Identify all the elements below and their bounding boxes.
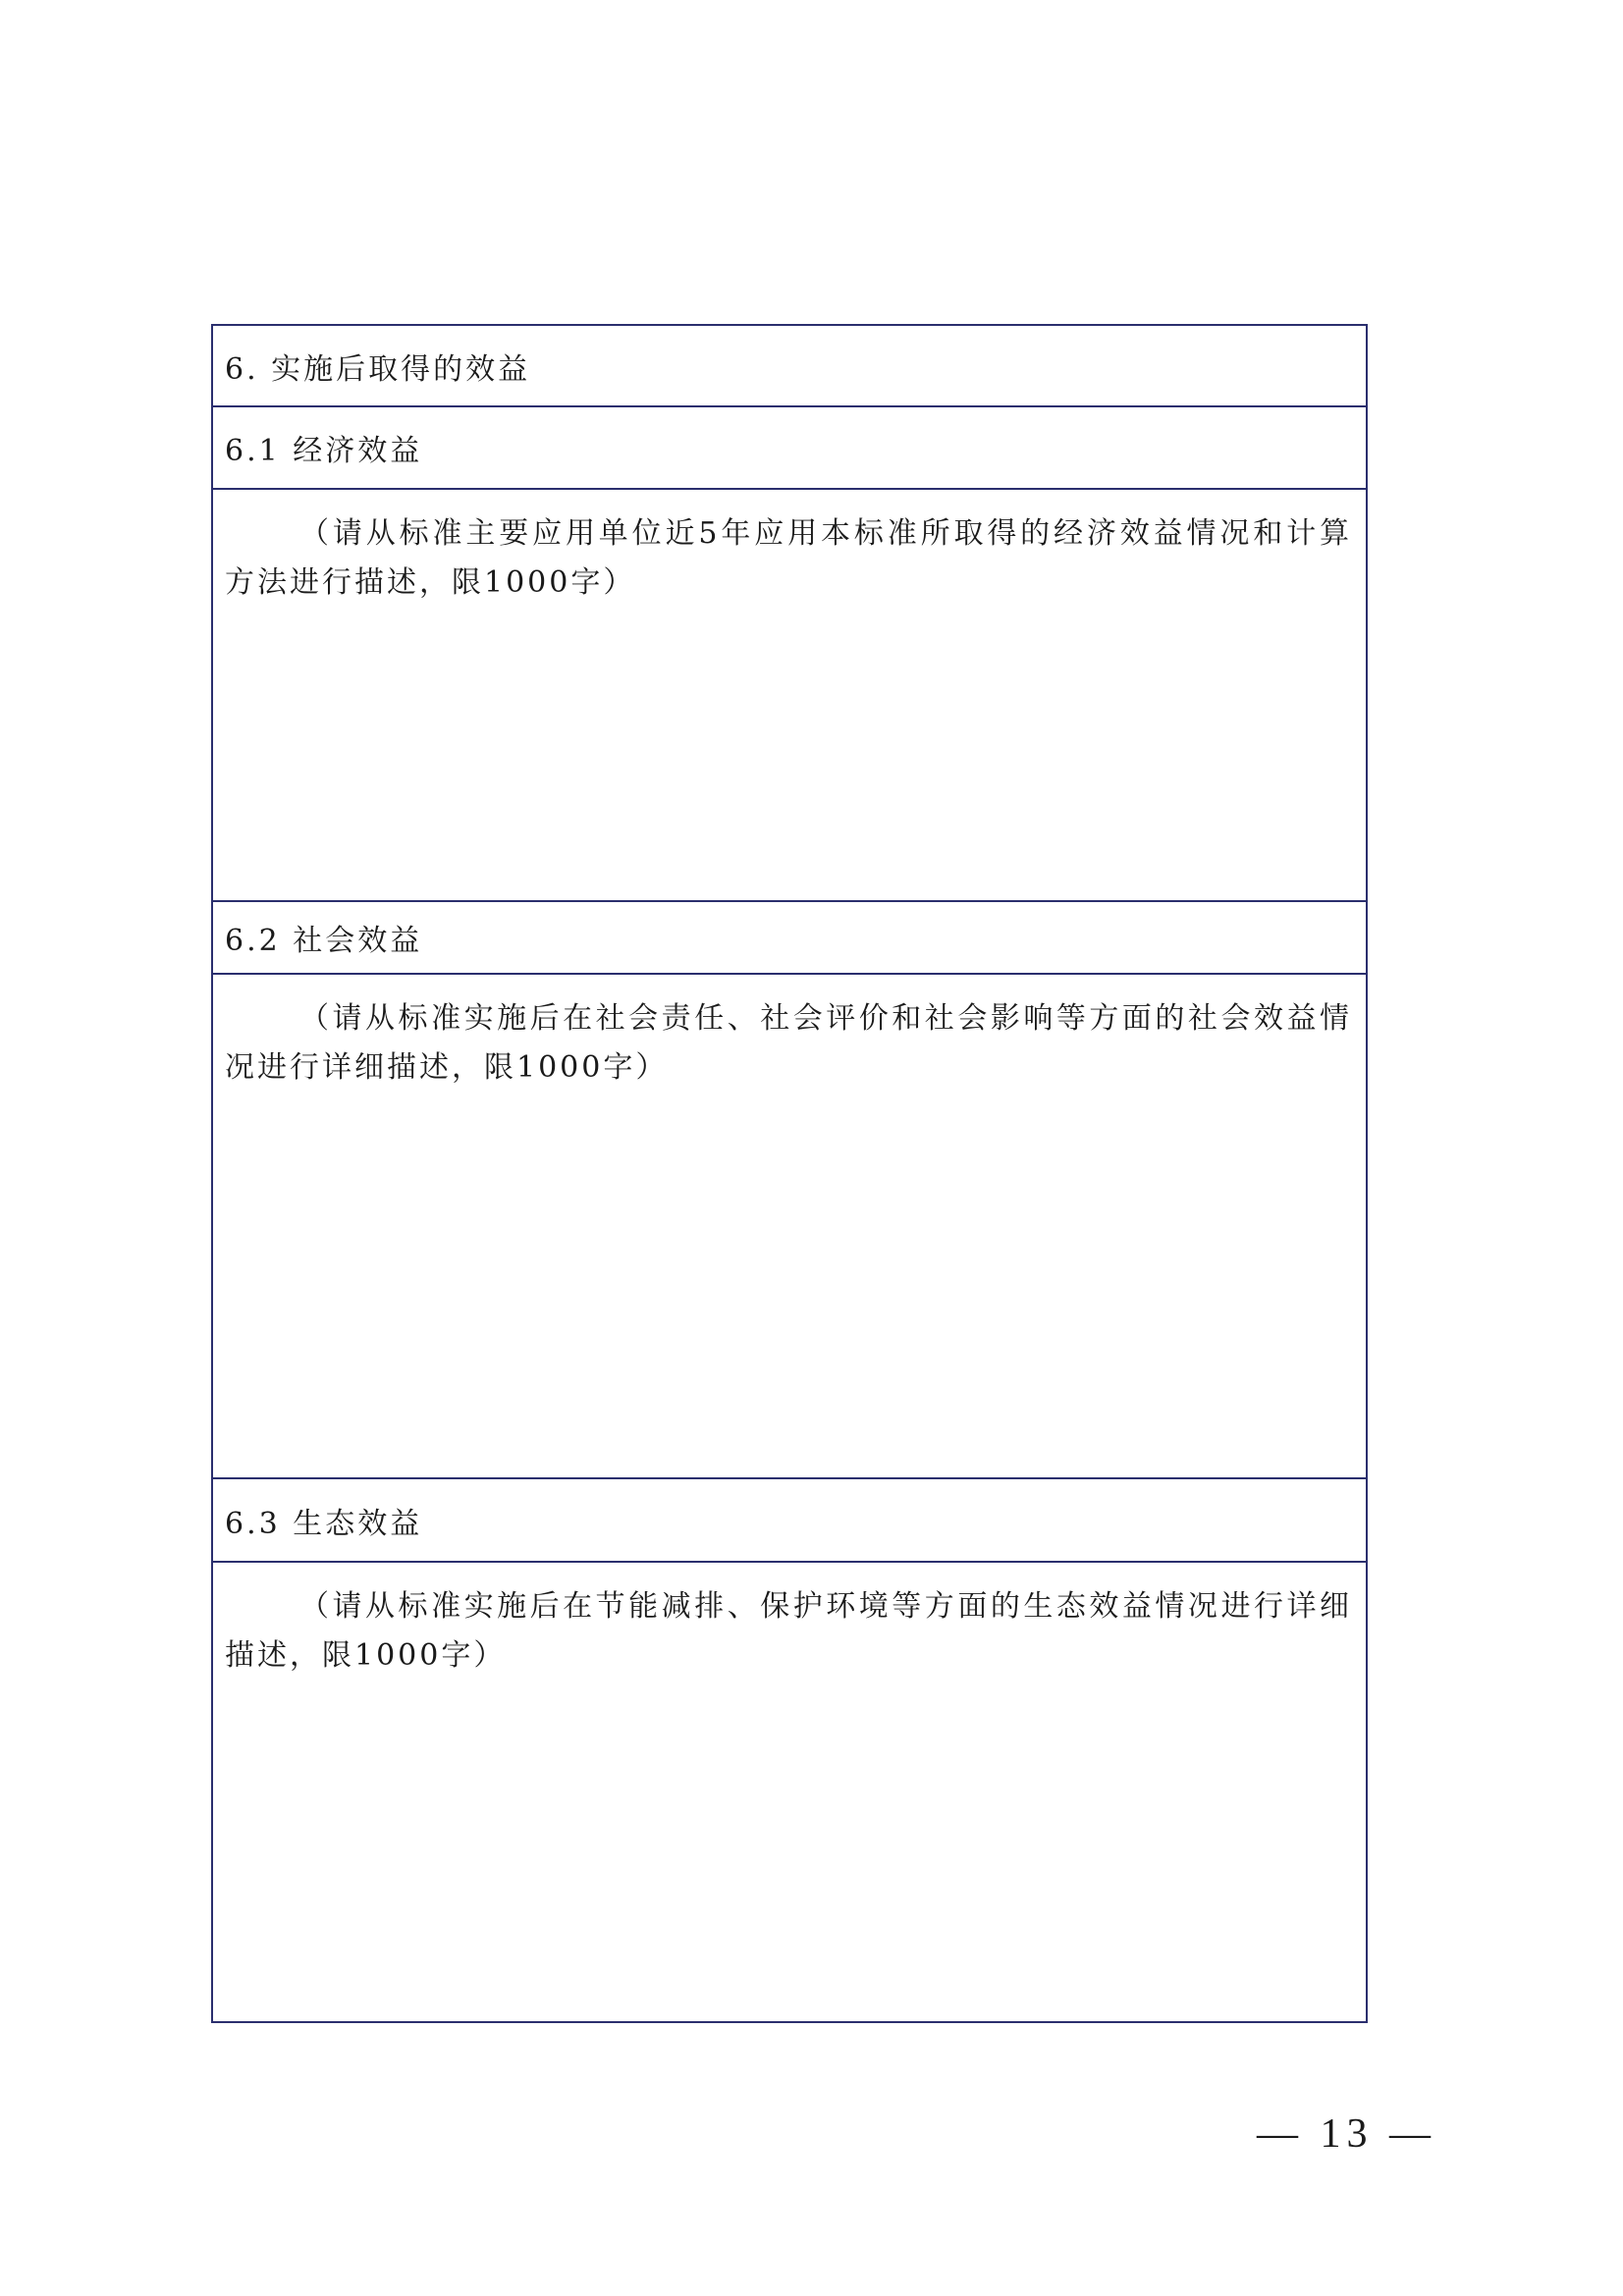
section-title: 6. 实施后取得的效益 [225,351,531,387]
economic-benefit-heading: 6.1 经济效益 [225,434,423,468]
page-number: — 13 — [1257,2111,1436,2157]
social-benefit-heading: 6.2 社会效益 [225,924,423,958]
economic-benefit-heading-row [213,407,1366,490]
ecological-benefit-heading: 6.3 生态效益 [225,1506,423,1541]
social-benefit-prompt: （请从标准实施后在社会责任、社会评价和社会影响等方面的社会效益情况进行详细描述，限1000字） [225,1001,1352,1085]
ecological-benefit-heading-row [213,1479,1366,1563]
economic-benefit-prompt: （请从标准主要应用单位近5年应用本标准所取得的经济效益情况和计算方法进行描述，限1000字） [225,516,1352,600]
ecological-benefit-field[interactable] [213,1563,1366,2021]
social-benefit-heading-row [213,902,1366,975]
ecological-benefit-prompt: （请从标准实施后在节能减排、保护环境等方面的生态效益情况进行详细描述，限1000字） [225,1589,1352,1673]
social-benefit-field[interactable] [213,975,1366,1479]
section-title-row [213,326,1366,407]
benefits-form-table [211,324,1368,2023]
economic-benefit-field[interactable] [213,490,1366,902]
